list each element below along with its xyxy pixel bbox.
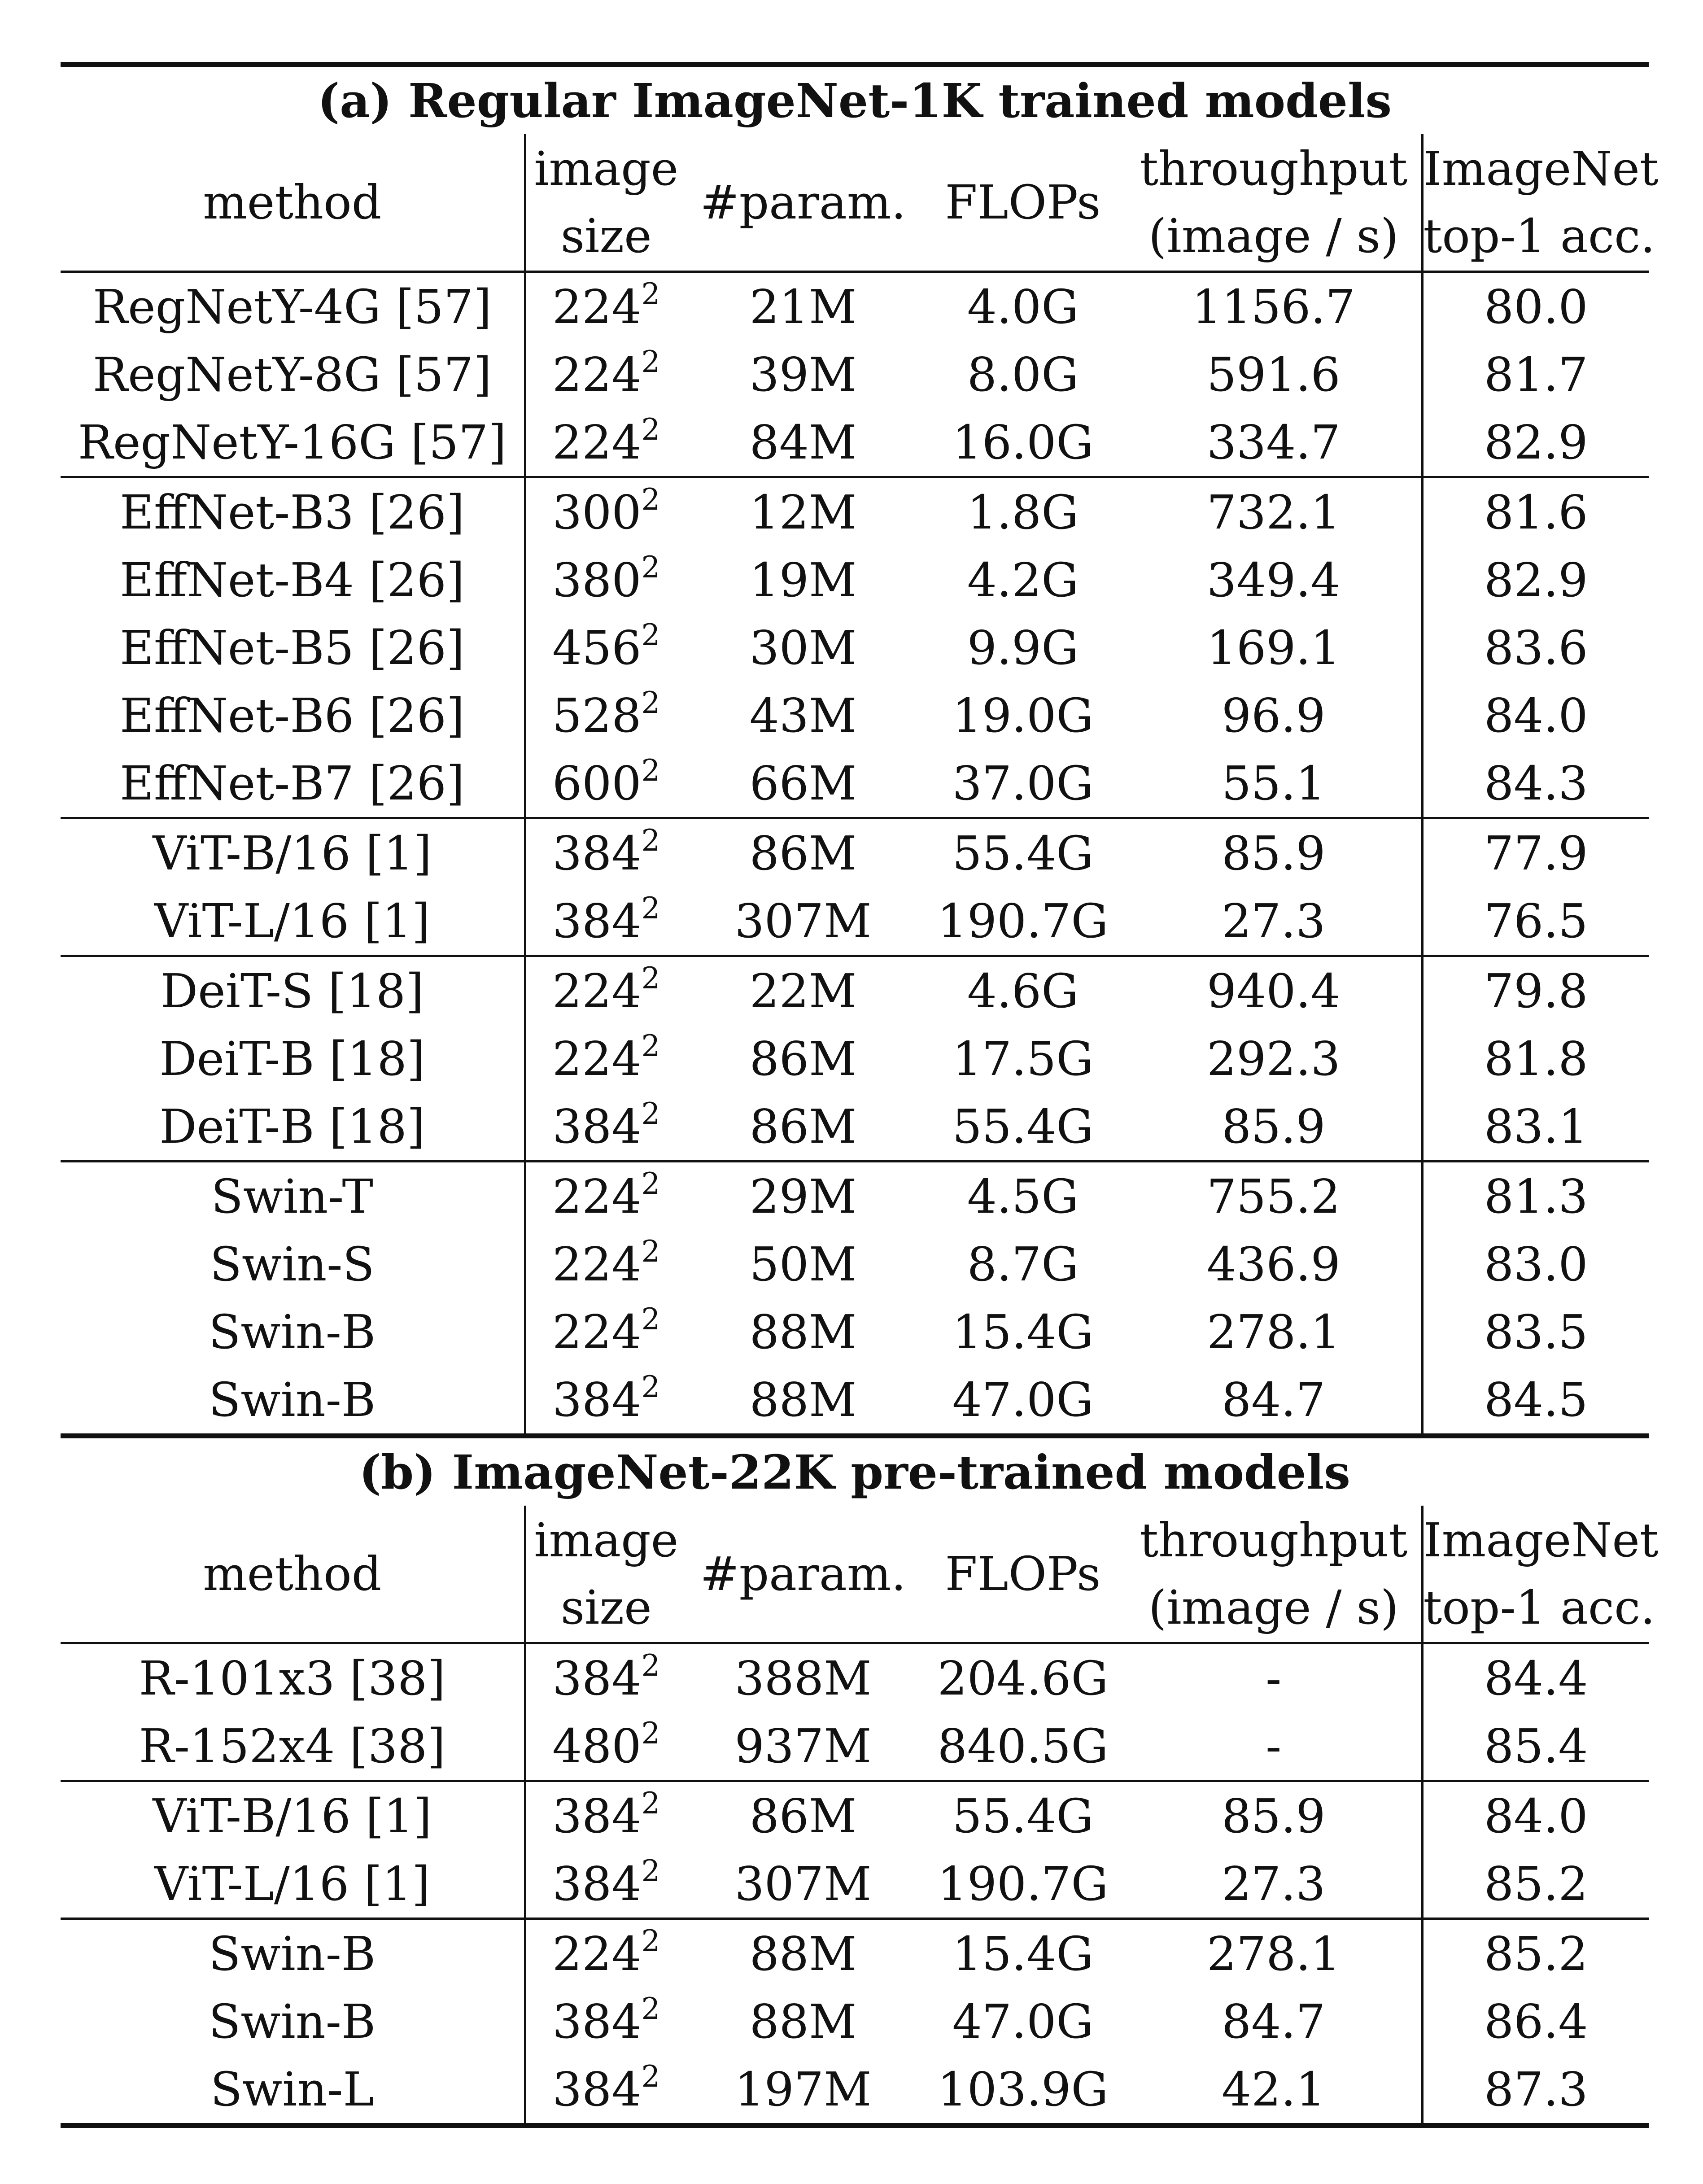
- cell-param: 88M: [686, 1919, 920, 1988]
- cell-image-size-value: 380: [552, 552, 642, 607]
- cell-image-size-value: 224: [552, 279, 642, 334]
- cell-flops: 15.4G: [952, 1304, 1094, 1359]
- table-row: [61, 1162, 1649, 1231]
- header-throughput-line: (image / s): [1148, 1580, 1399, 1635]
- cell-method: Swin-T: [61, 1162, 525, 1231]
- cell-flops: 190.7G: [937, 1856, 1109, 1911]
- cell-image-size: [525, 1025, 686, 1092]
- cell-accuracy: 76.5: [1422, 887, 1649, 956]
- cell-flops: 4.5G: [920, 1162, 1126, 1231]
- table-row: [61, 749, 1649, 818]
- cell-image-size-exponent: 2: [641, 1166, 660, 1201]
- cell-image-size-exponent: 2: [641, 482, 660, 517]
- cell-image-size: [525, 1781, 686, 1850]
- cell-accuracy: 84.3: [1422, 749, 1649, 818]
- cell-param: 21M: [686, 272, 920, 341]
- cell-image-size-exponent: 2: [641, 1716, 660, 1751]
- cell-image-size-value: 224: [552, 415, 642, 470]
- cell-param: 84M: [749, 415, 857, 470]
- cell-method: RegNetY-4G [57]: [61, 272, 525, 341]
- cell-throughput: 84.7: [1221, 1372, 1326, 1427]
- table-row: [61, 477, 1649, 546]
- cell-param: 86M: [749, 1031, 857, 1086]
- header-method: method: [203, 1546, 382, 1601]
- cell-image-size-value: 384: [552, 1994, 642, 2049]
- cell-flops: 4.2G: [967, 552, 1079, 607]
- cell-image-size: [525, 681, 686, 749]
- cell-image-size-exponent: 2: [641, 276, 660, 311]
- cell-flops: 55.4G: [952, 1099, 1094, 1154]
- cell-flops: 19.0G: [952, 688, 1094, 743]
- table-row: [61, 681, 1649, 749]
- cell-param: 197M: [686, 2055, 920, 2126]
- cell-flops: 8.7G: [967, 1236, 1079, 1292]
- header-throughput: [1126, 134, 1422, 272]
- cell-accuracy: 85.2: [1422, 1850, 1649, 1919]
- table-row: [61, 1298, 1649, 1366]
- table-row: [61, 614, 1649, 681]
- cell-throughput: 27.3: [1221, 893, 1326, 948]
- cell-image-size-value: 384: [552, 1788, 642, 1843]
- cell-image-size-exponent: 2: [641, 1648, 660, 1683]
- cell-flops: 190.7G: [937, 893, 1109, 948]
- cell-flops: 16.0G: [952, 415, 1094, 470]
- cell-image-size-value: 384: [552, 1372, 642, 1427]
- table-row: [61, 1230, 1649, 1298]
- table-row: [61, 1987, 1649, 2055]
- cell-image-size-exponent: 2: [641, 617, 660, 652]
- cell-param: 19M: [749, 552, 857, 607]
- cell-method: EffNet-B7 [26]: [120, 756, 465, 811]
- cell-param: 30M: [749, 620, 857, 675]
- cell-image-size: [525, 1712, 686, 1781]
- cell-method: Swin-B: [209, 1994, 376, 2049]
- table-row: [61, 1025, 1649, 1092]
- header-image-size-line: size: [560, 1580, 652, 1635]
- table-row: [61, 1092, 1649, 1162]
- cell-accuracy: 82.9: [1422, 408, 1649, 477]
- table-row: [61, 272, 1649, 341]
- header-method: method: [203, 175, 382, 230]
- cell-throughput: 436.9: [1206, 1236, 1341, 1292]
- cell-image-size-exponent: 2: [641, 1786, 660, 1821]
- cell-flops: 4.6G: [920, 956, 1126, 1025]
- cell-throughput: -: [1266, 1718, 1282, 1773]
- cell-method: Swin-B: [61, 1919, 525, 1988]
- cell-accuracy: 83.6: [1422, 614, 1649, 681]
- cell-image-size-exponent: 2: [641, 1234, 660, 1269]
- cell-throughput: 292.3: [1206, 1031, 1341, 1086]
- cell-method: EffNet-B3 [26]: [61, 477, 525, 546]
- header-row: [61, 1506, 1649, 1643]
- cell-image-size-exponent: 2: [641, 1028, 660, 1063]
- cell-accuracy: 87.3: [1422, 2055, 1649, 2126]
- cell-method: RegNetY-16G [57]: [78, 415, 507, 470]
- cell-image-size: [525, 1162, 686, 1231]
- cell-image-size-value: 224: [552, 963, 642, 1018]
- cell-param: 86M: [686, 818, 920, 887]
- cell-flops: 103.9G: [920, 2055, 1126, 2126]
- cell-method: ViT-L/16 [1]: [154, 893, 430, 948]
- header-accuracy-line: ImageNet: [1423, 1513, 1659, 1568]
- cell-accuracy: 84.4: [1422, 1643, 1649, 1712]
- cell-param: 307M: [734, 893, 872, 948]
- cell-throughput: 55.1: [1221, 756, 1326, 811]
- cell-image-size: [525, 546, 686, 614]
- table-row: [61, 2055, 1649, 2126]
- cell-param: 388M: [686, 1643, 920, 1712]
- cell-flops: 1.8G: [920, 477, 1126, 546]
- header-image-size: [525, 1506, 686, 1643]
- cell-image-size-value: 224: [552, 1304, 642, 1359]
- header-image-size: [525, 134, 686, 272]
- cell-image-size: [525, 956, 686, 1025]
- cell-throughput: 755.2: [1126, 1162, 1422, 1231]
- cell-method: DeiT-B [18]: [159, 1031, 425, 1086]
- cell-accuracy: 82.9: [1422, 546, 1649, 614]
- cell-flops: 840.5G: [937, 1718, 1109, 1773]
- cell-param: 86M: [686, 1781, 920, 1850]
- cell-flops: 47.0G: [952, 1372, 1094, 1427]
- cell-accuracy: 80.0: [1422, 272, 1649, 341]
- cell-accuracy: 84.5: [1422, 1366, 1649, 1436]
- cell-accuracy: 84.0: [1422, 681, 1649, 749]
- cell-param: 39M: [749, 347, 857, 402]
- cell-flops: 15.4G: [920, 1919, 1126, 1988]
- cell-accuracy: 83.5: [1422, 1298, 1649, 1366]
- cell-param: 43M: [749, 688, 857, 743]
- cell-image-size-value: 384: [552, 2062, 642, 2117]
- header-flops: FLOPs: [945, 175, 1101, 230]
- cell-image-size-value: 300: [552, 485, 642, 540]
- cell-image-size-exponent: 2: [641, 1302, 660, 1337]
- header-flops: FLOPs: [945, 1546, 1101, 1601]
- cell-flops: 37.0G: [952, 756, 1094, 811]
- section-title-row: [61, 65, 1649, 135]
- cell-image-size-exponent: 2: [641, 1923, 660, 1958]
- cell-method: ViT-B/16 [1]: [61, 818, 525, 887]
- cell-image-size-value: 480: [552, 1718, 642, 1773]
- cell-image-size: [525, 1298, 686, 1366]
- cell-image-size: [525, 614, 686, 681]
- cell-image-size-value: 384: [552, 826, 642, 881]
- cell-image-size-exponent: 2: [641, 1096, 660, 1131]
- table-row: [61, 408, 1649, 477]
- cell-method: EffNet-B6 [26]: [120, 688, 465, 743]
- header-param: #param.: [700, 175, 906, 230]
- cell-image-size-exponent: 2: [641, 1991, 660, 2026]
- cell-accuracy: 86.4: [1422, 1987, 1649, 2055]
- cell-image-size: [525, 1366, 686, 1436]
- cell-throughput: 732.1: [1126, 477, 1422, 546]
- table-row: [61, 818, 1649, 887]
- cell-param: 88M: [749, 1304, 857, 1359]
- cell-flops: 4.0G: [920, 272, 1126, 341]
- cell-throughput: 84.7: [1221, 1994, 1326, 2049]
- cell-image-size: [525, 1230, 686, 1298]
- results-table: [61, 62, 1659, 2128]
- cell-param: 86M: [749, 1099, 857, 1154]
- table-row: [61, 1919, 1649, 1988]
- cell-param: 50M: [749, 1236, 857, 1292]
- cell-image-size-value: 456: [552, 620, 642, 675]
- cell-image-size: [525, 341, 686, 408]
- cell-param: 12M: [686, 477, 920, 546]
- cell-throughput: 334.7: [1206, 415, 1341, 470]
- section-title-row: [61, 1436, 1649, 1506]
- cell-image-size: [525, 408, 686, 477]
- cell-image-size-exponent: 2: [641, 753, 660, 788]
- header-throughput-line: throughput: [1140, 1513, 1408, 1568]
- cell-image-size: [525, 887, 686, 956]
- header-throughput: [1126, 1506, 1422, 1643]
- cell-image-size-exponent: 2: [641, 685, 660, 720]
- cell-flops: 17.5G: [952, 1031, 1094, 1086]
- cell-method: RegNetY-8G [57]: [92, 347, 492, 402]
- cell-image-size-exponent: 2: [641, 823, 660, 858]
- cell-param: 88M: [749, 1994, 857, 2049]
- cell-accuracy: 81.3: [1422, 1162, 1649, 1231]
- cell-method: EffNet-B4 [26]: [120, 552, 465, 607]
- cell-throughput: 42.1: [1126, 2055, 1422, 2126]
- cell-image-size-exponent: 2: [641, 961, 660, 996]
- cell-method: ViT-B/16 [1]: [61, 1781, 525, 1850]
- cell-flops: 55.4G: [920, 818, 1126, 887]
- cell-throughput: -: [1126, 1643, 1422, 1712]
- table-row: [61, 1643, 1649, 1712]
- cell-param: 66M: [749, 756, 857, 811]
- cell-image-size-value: 224: [552, 1031, 642, 1086]
- cell-image-size-exponent: 2: [641, 2059, 660, 2094]
- cell-image-size: [525, 818, 686, 887]
- cell-image-size-exponent: 2: [641, 550, 660, 585]
- cell-throughput: 349.4: [1206, 552, 1341, 607]
- cell-flops: 55.4G: [920, 1781, 1126, 1850]
- cell-image-size-value: 224: [552, 1169, 642, 1224]
- cell-image-size-value: 384: [552, 1099, 642, 1154]
- cell-accuracy: 83.0: [1422, 1230, 1649, 1298]
- results-table-body: [61, 65, 1659, 2126]
- cell-image-size: [525, 1987, 686, 2055]
- cell-method: EffNet-B5 [26]: [120, 620, 465, 675]
- header-image-size-line: image: [534, 1513, 679, 1568]
- cell-param: 937M: [734, 1718, 872, 1773]
- cell-accuracy: 83.1: [1422, 1092, 1649, 1162]
- cell-throughput: 1156.7: [1126, 272, 1422, 341]
- cell-image-size-value: 224: [552, 1926, 642, 1981]
- cell-param: 29M: [686, 1162, 920, 1231]
- cell-image-size-value: 384: [552, 1856, 642, 1911]
- header-accuracy-line: top-1 acc.: [1423, 209, 1655, 263]
- cell-image-size-value: 224: [552, 347, 642, 402]
- cell-accuracy: 81.6: [1422, 477, 1649, 546]
- table-row: [61, 1850, 1649, 1919]
- cell-method: R-101x3 [38]: [61, 1643, 525, 1712]
- cell-param: 88M: [749, 1372, 857, 1427]
- header-accuracy: [1422, 1506, 1659, 1643]
- section-title: (a) Regular ImageNet-1K trained models: [61, 65, 1649, 135]
- table-row: [61, 887, 1649, 956]
- cell-throughput: 85.9: [1126, 1781, 1422, 1850]
- cell-accuracy: 84.0: [1422, 1781, 1649, 1850]
- cell-accuracy: 85.4: [1422, 1712, 1649, 1781]
- cell-param: 22M: [686, 956, 920, 1025]
- cell-image-size: [525, 272, 686, 341]
- cell-accuracy: 81.8: [1422, 1025, 1649, 1092]
- table-row: [61, 956, 1649, 1025]
- cell-throughput: 591.6: [1206, 347, 1341, 402]
- header-accuracy-line: top-1 acc.: [1423, 1580, 1655, 1635]
- cell-throughput: 278.1: [1126, 1919, 1422, 1988]
- cell-image-size: [525, 1850, 686, 1919]
- cell-throughput: 169.1: [1206, 620, 1341, 675]
- cell-method: Swin-L: [61, 2055, 525, 2126]
- header-throughput-line: (image / s): [1148, 209, 1399, 263]
- cell-flops: 204.6G: [920, 1643, 1126, 1712]
- header-image-size-line: image: [534, 141, 679, 196]
- cell-image-size-exponent: 2: [641, 1853, 660, 1888]
- header-throughput-line: throughput: [1140, 141, 1408, 196]
- cell-image-size: [525, 749, 686, 818]
- cell-throughput: 96.9: [1221, 688, 1326, 743]
- cell-flops: 9.9G: [967, 620, 1079, 675]
- cell-method: ViT-L/16 [1]: [154, 1856, 430, 1911]
- header-image-size-line: size: [560, 209, 652, 263]
- results-table-container: [61, 62, 1659, 2128]
- table-row: [61, 341, 1649, 408]
- header-accuracy: [1422, 134, 1659, 272]
- cell-image-size-value: 528: [552, 688, 642, 743]
- cell-flops: 8.0G: [967, 347, 1079, 402]
- cell-method: DeiT-B [18]: [159, 1099, 425, 1154]
- cell-accuracy: 81.7: [1422, 341, 1649, 408]
- cell-image-size-exponent: 2: [641, 412, 660, 447]
- cell-accuracy: 77.9: [1422, 818, 1649, 887]
- cell-image-size: [525, 477, 686, 546]
- section-title: (b) ImageNet-22K pre-trained models: [61, 1436, 1649, 1506]
- cell-accuracy: 79.8: [1422, 956, 1649, 1025]
- header-accuracy-line: ImageNet: [1423, 141, 1659, 196]
- cell-method: Swin-B: [209, 1304, 376, 1359]
- header-param: #param.: [700, 1546, 906, 1601]
- cell-throughput: 85.9: [1126, 818, 1422, 887]
- cell-image-size: [525, 1919, 686, 1988]
- cell-throughput: 940.4: [1126, 956, 1422, 1025]
- cell-method: Swin-S: [210, 1236, 375, 1292]
- cell-image-size-value: 384: [552, 1651, 642, 1706]
- cell-image-size-value: 224: [552, 1236, 642, 1292]
- cell-image-size-exponent: 2: [641, 891, 660, 926]
- cell-throughput: 27.3: [1221, 1856, 1326, 1911]
- table-row: [61, 546, 1649, 614]
- cell-param: 307M: [734, 1856, 872, 1911]
- cell-image-size: [525, 1643, 686, 1712]
- cell-method: R-152x4 [38]: [139, 1718, 445, 1773]
- cell-method: Swin-B: [209, 1372, 376, 1427]
- cell-accuracy: 85.2: [1422, 1919, 1649, 1988]
- cell-image-size: [525, 2055, 686, 2126]
- cell-image-size: [525, 1092, 686, 1162]
- cell-method: DeiT-S [18]: [61, 956, 525, 1025]
- cell-throughput: 85.9: [1221, 1099, 1326, 1154]
- cell-image-size-value: 384: [552, 893, 642, 948]
- cell-flops: 47.0G: [952, 1994, 1094, 2049]
- cell-throughput: 278.1: [1206, 1304, 1341, 1359]
- cell-image-size-value: 600: [552, 756, 642, 811]
- cell-image-size-exponent: 2: [641, 1369, 660, 1404]
- table-row: [61, 1366, 1649, 1436]
- table-row: [61, 1712, 1649, 1781]
- table-row: [61, 1781, 1649, 1850]
- cell-image-size-exponent: 2: [641, 344, 660, 379]
- header-row: [61, 134, 1649, 272]
